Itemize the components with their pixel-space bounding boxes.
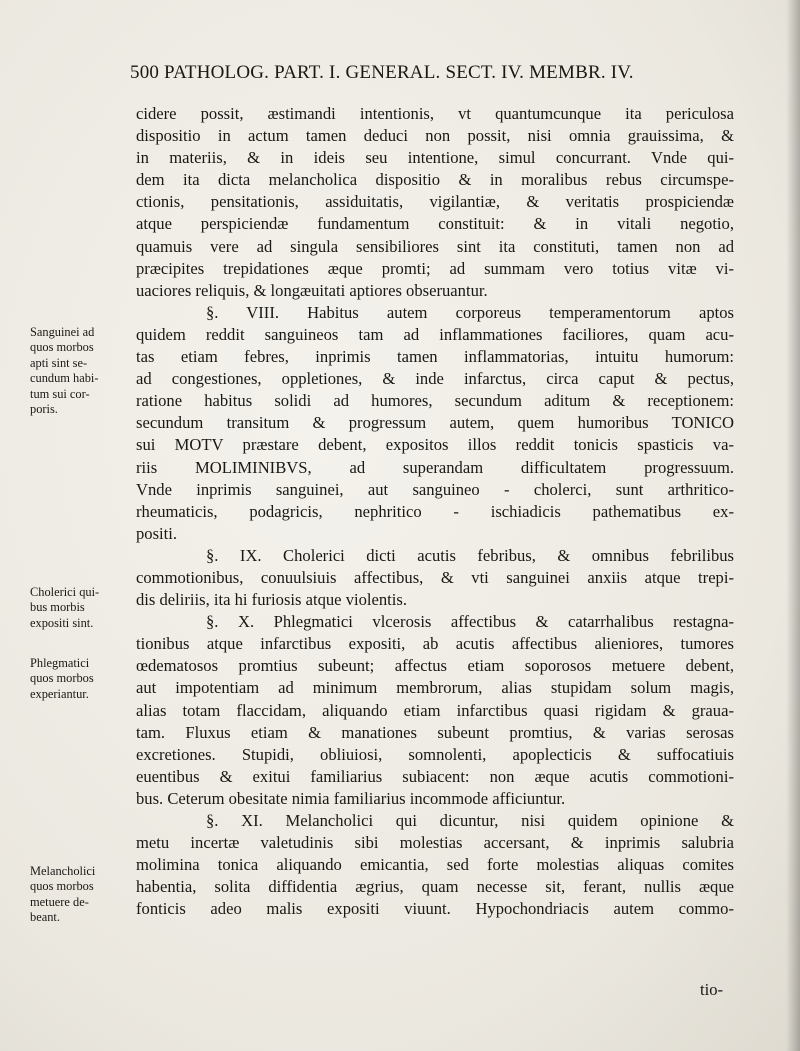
text-line: fonticis adeo malis expositi viuunt. Hypochondriacis autem commo-	[136, 899, 734, 919]
text-line: tas etiam febres, inprimis tamen inflammatorias, intuitu humorum:	[136, 347, 734, 367]
margin-note-line: apti sint se-	[30, 355, 88, 370]
text-line: atque perspiciendæ fundamentum constituit: & in vitali negotio,	[136, 214, 734, 234]
text-line: commotionibus, conuulsiuis affectibus, & vti sanguinei anxiis atque trepi-	[136, 567, 734, 587]
text-line: ratione habitus solidi ad humores, secundum aditum & receptionem:	[136, 391, 734, 411]
text-line: cidere possit, æstimandi intentionis, vt quantumcunque ita periculosa	[136, 104, 734, 123]
text-line: alias totam flaccidam, aliquando etiam infarctibus quasi rigidam & graua-	[136, 700, 734, 720]
text-line: secundum transitum & progressum autem, quem humoribus TONICO	[136, 413, 734, 433]
text-line: sui MOTV præstare debent, expositos illos reddit tonicis spasticis va-	[136, 435, 734, 455]
text-line: metu incertæ valetudinis sibi molestias accersant, & inprimis salubria	[136, 833, 734, 853]
margin-note-line: beant.	[30, 910, 60, 925]
text-line: ctionis, pensitationis, assiduitatis, vigilantiæ, & veritatis prospiciendæ	[136, 192, 734, 212]
margin-note-line: metuere de-	[30, 894, 89, 909]
margin-note-line: expositi sint.	[30, 615, 94, 630]
text-line: tionibus atque infarctibus expositi, ab acutis affectibus alieniores, tumores	[136, 634, 734, 654]
margin-note-line: Phlegmatici	[30, 656, 90, 670]
text-line: molimina tonica aliquando emicantia, sed forte molestias aliquas comites	[136, 855, 734, 875]
text-line: quamuis vere ad singula sensibiliores sint ita constituti, tamen non ad	[136, 236, 734, 256]
text-line: uaciores reliquis, & longæuitati aptiores obseruantur.	[136, 280, 488, 300]
running-header: 500 PATHOLOG. PART. I. GENERAL. SECT. IV. MEMBR. IV.	[130, 62, 634, 83]
text-line: in materiis, & in ideis seu intentione, simul concurrant. Vnde qui-	[136, 148, 734, 168]
text-line: §. XI. Melancholici qui dicuntur, nisi quidem opinione &	[206, 811, 734, 830]
text-line: dem ita dicta melancholica dispositio & in moralibus rebus circumspe-	[136, 170, 734, 190]
margin-note-line: Sanguinei ad	[30, 325, 95, 339]
margin-note-line: Melancholici	[30, 864, 96, 878]
margin-note-line: quos morbos	[30, 671, 94, 686]
text-line: habentia, solita diffidentia ægrius, quam necesse sit, ferant, nullis æque	[136, 877, 734, 897]
margin-note-line: Cholerici qui-	[30, 585, 100, 599]
margin-note-line: quos morbos	[30, 879, 94, 894]
margin-note-line: bus morbis	[30, 600, 85, 615]
text-line: præcipites trepidationes æque promti; ad summam vero totius vitæ vi-	[136, 258, 734, 278]
text-line: Vnde inprimis sanguinei, aut sanguineo - cholerci, sunt arthritico-	[136, 479, 734, 499]
text-line: aut impotentiam ad minimum membrorum, alias stupidam solum magis,	[136, 678, 734, 698]
text-line: quidem reddit sanguineos tam ad inflammationes faciliores, quam acu-	[136, 324, 734, 344]
text-line: dis deliriis, ita hi furiosis atque violentis.	[136, 590, 408, 610]
margin-note-cholerici	[30, 585, 130, 631]
margin-note-line: cundum habi-	[30, 371, 99, 386]
body-text	[136, 103, 734, 920]
margin-note-phlegmatici	[30, 656, 130, 702]
catchword: tio-	[700, 980, 724, 999]
text-line: positi.	[136, 523, 178, 543]
text-line: §. VIII. Habitus autem corporeus temperamentorum aptos	[206, 302, 734, 322]
text-line: ad congestiones, oppletiones, & inde infarctus, circa caput & pectus,	[136, 369, 734, 389]
text-line: excretiones. Stupidi, obliuiosi, somnolenti, apoplecticis & suffocatiuis	[136, 744, 734, 764]
text-line: riis MOLIMINIBVS, ad superandam difficultatem progressuum.	[136, 457, 734, 477]
text-line: euentibus & exitui familiarius subiacent: non æque acutis commotioni-	[136, 766, 734, 786]
text-line: §. X. Phlegmatici vlcerosis affectibus & catarrhalibus restagna-	[206, 612, 734, 632]
text-line: œdematosos promtius subeunt; affectus etiam soporosos metuere debent,	[136, 656, 734, 676]
text-line: §. IX. Cholerici dicti acutis febribus, & omnibus febrilibus	[206, 545, 734, 565]
text-line: bus. Ceterum obesitate nimia familiarius incommode afficiuntur.	[136, 788, 566, 808]
margin-note-line: experiantur.	[30, 686, 89, 701]
page-edge-shadow	[786, 0, 800, 1051]
text-line: rheumaticis, podagricis, nephritico - ischiadicis pathematibus ex-	[136, 501, 734, 521]
margin-note-melancholici	[30, 864, 130, 926]
margin-note-sanguinei	[30, 325, 130, 417]
margin-note-line: tum sui cor-	[30, 386, 90, 401]
text-line: dispositio in actum tamen deduci non possit, nisi omnia grauissima, &	[136, 126, 734, 146]
margin-note-line: poris.	[30, 402, 58, 417]
text-line: tam. Fluxus etiam & manationes subeunt promtius, & varias serosas	[136, 722, 734, 742]
margin-note-line: quos morbos	[30, 340, 94, 355]
